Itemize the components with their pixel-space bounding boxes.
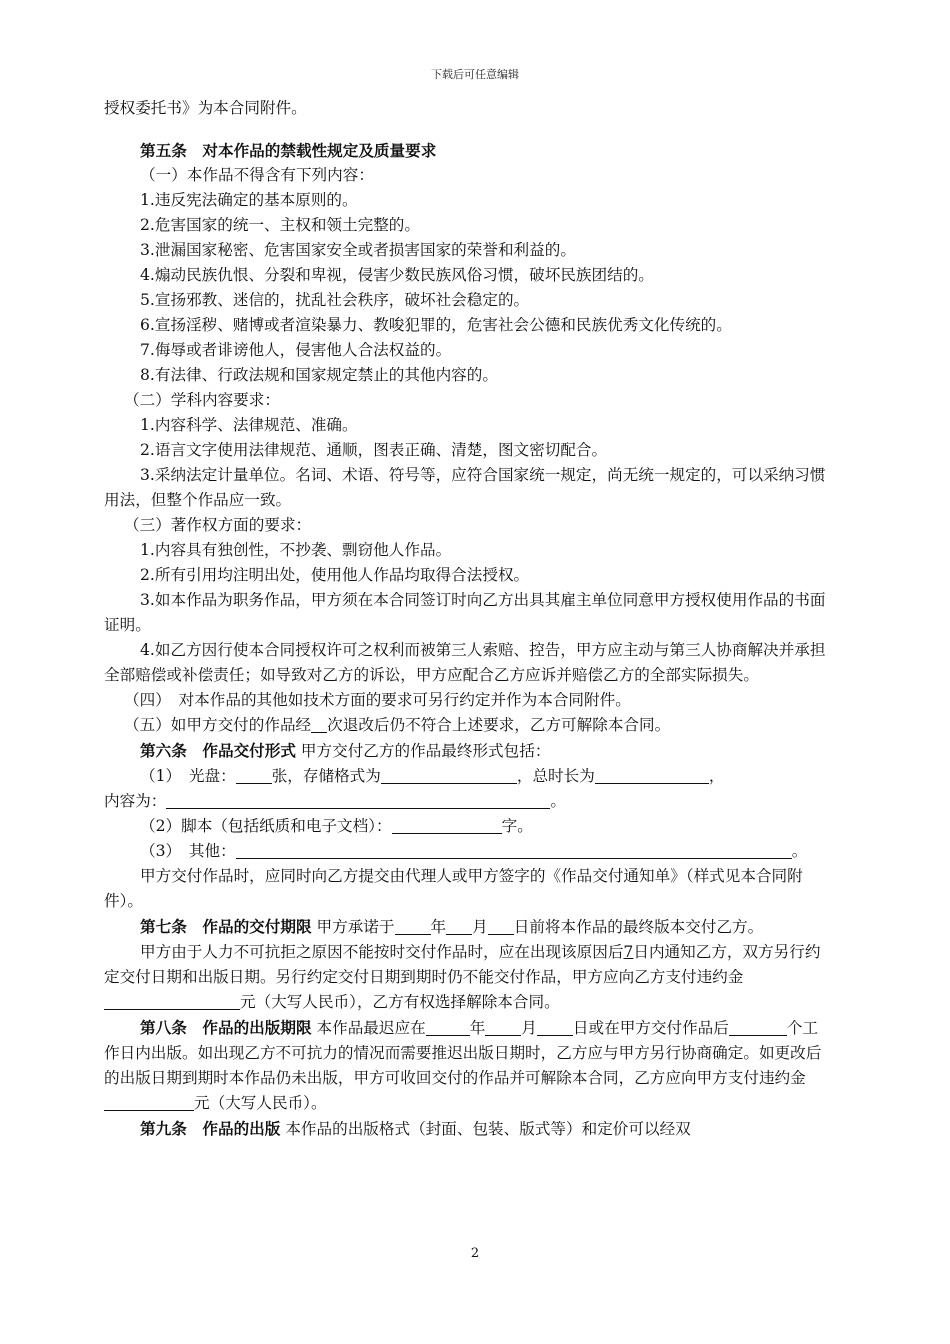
list-item: 7.侮辱或者诽谤他人，侵害他人合法权益的。 xyxy=(140,341,452,359)
blank-field[interactable] xyxy=(485,1018,521,1036)
paragraph: 甲方交付作品时，应同时向乙方提交由代理人或甲方签字的《作品交付通知单》（样式见本合同附件）。 xyxy=(104,867,803,910)
article-5-heading: 第五条 对本作品的禁载性规定及质量要求 xyxy=(140,141,437,160)
blank-field[interactable] xyxy=(537,1018,573,1036)
blank-field[interactable] xyxy=(488,917,514,935)
list-item: 6.宣扬淫秽、赌博或者渲染暴力、教唆犯罪的，危害社会公德和民族优秀文化传统的。 xyxy=(140,316,732,334)
list-item: 4.煽动民族仇恨、分裂和卑视，侵害少数民族风俗习惯，破坏民族团结的。 xyxy=(140,266,654,284)
blank-field[interactable] xyxy=(236,841,792,859)
list-item: 4.如乙方因行使本合同授权许可之权利而被第三人索赔、控告，甲方应主动与第三人协商解决并承担全部赔偿或补偿责任；如导致对乙方的诉讼，甲方应配合乙方应诉并赔偿乙方的全部实际损失。 xyxy=(104,641,826,684)
list-item: 3.泄漏国家秘密、危害国家安全或者损害国家的荣誉和利益的。 xyxy=(140,241,576,259)
article-7: 第七条 作品的交付期限 甲方承诺于 年 月 日前将本作品的最终版本交付乙方。 xyxy=(140,917,764,936)
article-9: 第九条 作品的出版 本作品的出版格式（封面、包装、版式等）和定价可以经双 xyxy=(140,1119,691,1138)
section-heading: （一）本作品不得含有下列内容： xyxy=(140,166,374,184)
paragraph: 授权委托书》为本合同附件。 xyxy=(104,99,307,117)
blank-field[interactable] xyxy=(166,791,550,809)
blank-field[interactable] xyxy=(104,1093,194,1111)
list-item: 2.危害国家的统一、主权和领土完整的。 xyxy=(140,216,420,234)
article-8-heading: 第八条 作品的出版期限 xyxy=(140,1018,312,1037)
blank-field[interactable] xyxy=(595,766,709,784)
contract-body xyxy=(104,96,830,1142)
section-heading: （四） 对本作品的其他如技术方面的要求可另行约定并作为本合同附件。 xyxy=(124,691,631,709)
blank-field[interactable] xyxy=(446,917,472,935)
blank-field[interactable] xyxy=(311,715,327,733)
blank-field[interactable] xyxy=(236,766,272,784)
article-9-heading: 第九条 作品的出版 xyxy=(140,1119,281,1138)
section-heading: （五）如甲方交付的作品经 次退改后仍不符合上述要求，乙方可解除本合同。 xyxy=(124,716,671,734)
section-heading: （二）学科内容要求： xyxy=(124,391,280,409)
form-line: （2）脚本（包括纸质和电子文档）： 字。 xyxy=(140,817,533,835)
list-item: 5.宣扬邪教、迷信的，扰乱社会秩序，破坏社会稳定的。 xyxy=(140,291,530,309)
list-item: 2.所有引用均注明出处，使用他人作品均取得合法授权。 xyxy=(140,566,530,584)
blank-field[interactable] xyxy=(104,992,240,1010)
list-item: 3.如本作品为职务作品，甲方须在本合同签订时向乙方出具其雇主单位同意甲方授权使用作品的书面证明。 xyxy=(104,591,826,634)
blank-field[interactable] xyxy=(392,816,502,834)
list-item: 1.内容科学、法律规范、准确。 xyxy=(140,416,358,434)
blank-field[interactable] xyxy=(729,1018,787,1036)
paragraph: 甲方由于人力不可抗拒之原因不能按时交付作品时，应在出现该原因后7日内通知乙方，双方另行约定交付日期和出版日期。另行约定交付日期到期时仍不能交付作品，甲方应向乙方支付违约金元（大写人民币），乙方有权选择解除本合同。 xyxy=(104,943,821,1011)
article-6-heading: 第六条 作品交付形式 xyxy=(140,741,296,760)
page-header: 下载后可任意编辑 xyxy=(431,68,519,81)
list-item: 8.有法律、行政法规和国家规定禁止的其他内容的。 xyxy=(140,366,498,384)
page-number: 2 xyxy=(470,1246,480,1261)
form-line: 内容为： 。 xyxy=(104,792,566,810)
blank-field[interactable] xyxy=(426,1018,470,1036)
list-item: 2.语言文字使用法律规范、通顺，图表正确、清楚，图文密切配合。 xyxy=(140,441,608,459)
form-line: （1） 光盘： 张，存储格式为 ，总时长为 ， xyxy=(140,767,725,785)
article-6: 第六条 作品交付形式 甲方交付乙方的作品最终形式包括： xyxy=(140,741,551,760)
section-heading: （三）著作权方面的要求： xyxy=(124,516,312,534)
blank-field[interactable] xyxy=(381,766,517,784)
list-item: 1.违反宪法确定的基本原则的。 xyxy=(140,191,358,209)
article-7-heading: 第七条 作品的交付期限 xyxy=(140,917,312,936)
list-item: 3.采纳法定计量单位。名词、术语、符号等，应符合国家统一规定，尚无统一规定的，可以采纳习惯用法，但整个作品应一致。 xyxy=(104,466,826,509)
list-item: 1.内容具有独创性，不抄袭、剽窃他人作品。 xyxy=(140,541,452,559)
blank-field[interactable] xyxy=(395,917,431,935)
form-line: （3） 其他： 。 xyxy=(140,842,808,860)
article-8: 第八条 作品的出版期限 本作品最迟应在 年 月 日或在甲方交付作品后 个工作日内出版。如出现乙方不可抗力的情况而需要推迟出版日期时，乙方应与甲方另行协商确定。如更改后的出版日期到期时本作品仍未出版，甲方可收回交付的作品并可解除本合同，乙方应向甲方支付违约金元（大写人民币）。 xyxy=(104,1018,822,1112)
